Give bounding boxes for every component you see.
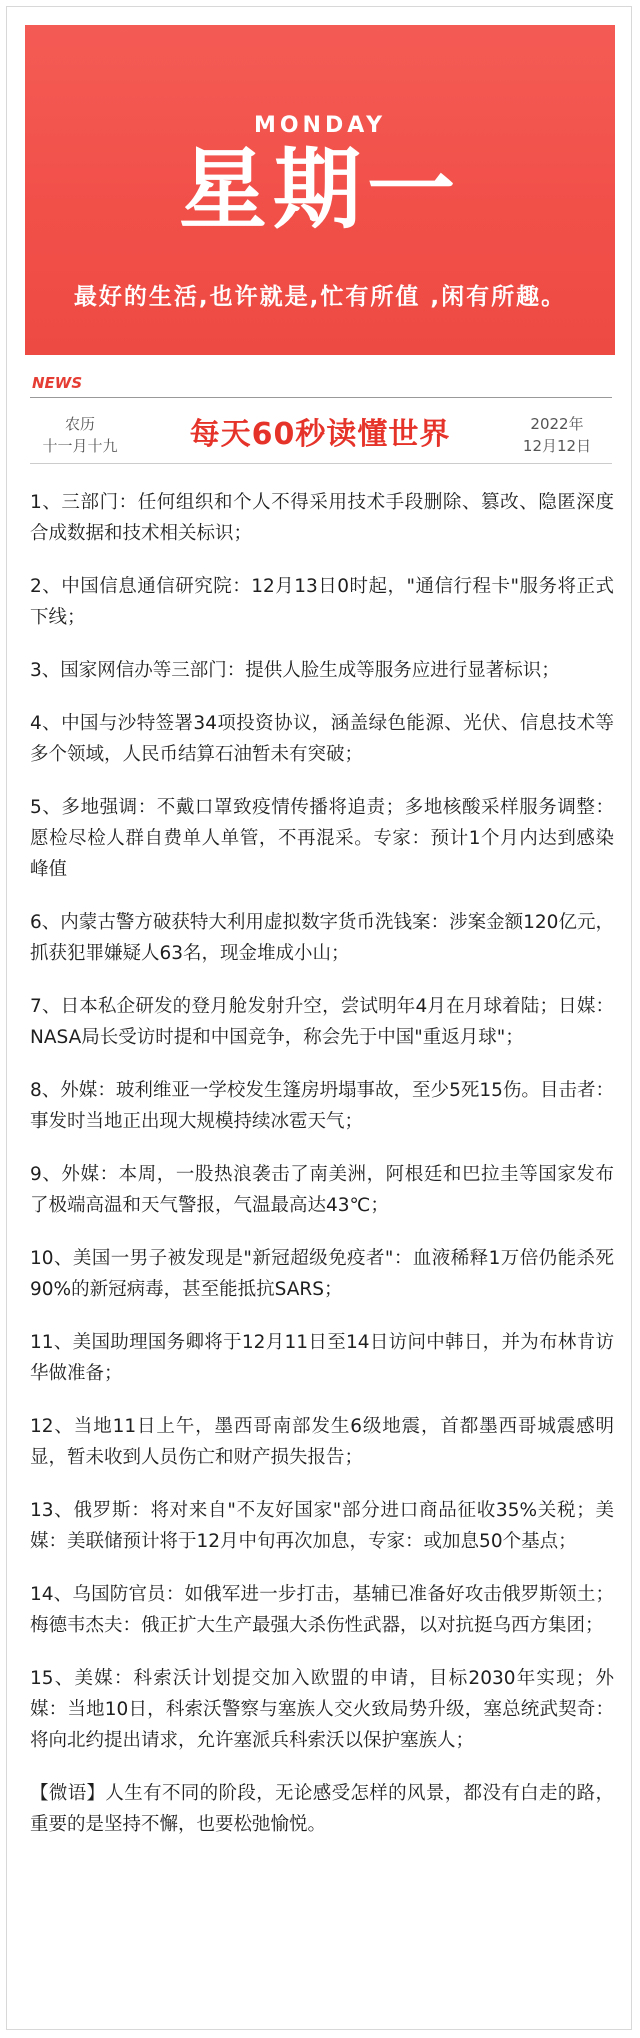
motto-text: 最好的生活,也许就是,忙有所值 ,闲有所趣。	[73, 284, 567, 310]
lunar-day: 十一月十九	[42, 437, 118, 455]
news-item: 5、多地强调：不戴口罩致疫情传播将追责；多地核酸采样服务调整：愿检尽检人群自费单人单管，不再混采。专家：预计1个月内达到感染峰值	[30, 797, 614, 880]
news-item: 2、中国信息通信研究院：12月13日0时起，"通信行程卡"服务将正式下线；	[30, 576, 614, 628]
news-item: 11、美国助理国务卿将于12月11日至14日访问中韩日，并为布林肯访华做准备；	[30, 1332, 614, 1384]
date-year: 2022年	[530, 415, 584, 433]
news-item: 13、俄罗斯：将对来自"不友好国家"部分进口商品征收35%关税；美媒：美联储预计将于12月中旬再次加息，专家：或加息50个基点；	[30, 1500, 614, 1552]
date-bar	[30, 405, 612, 464]
news-item: 3、国家网信办等三部门：提供人脸生成等服务应进行显著标识；	[30, 660, 560, 681]
gregorian-date	[502, 413, 612, 457]
news-item: 7、日本私企研发的登月舱发射升空，尝试明年4月在月球着陆；日媒：NASA局长受访时提和中国竞争，称会先于中国"重返月球"；	[30, 996, 614, 1048]
news-label: NEWS	[32, 374, 83, 392]
news-item: 8、外媒：玻利维亚一学校发生篷房坍塌事故，至少5死15伤。目击者：事发时当地正出现大规模持续冰雹天气；	[30, 1080, 614, 1132]
news-list	[30, 487, 614, 1862]
page-title: 每天60秒读懂世界	[189, 417, 451, 452]
news-header	[30, 371, 612, 398]
news-item: 12、当地11日上午，墨西哥南部发生6级地震，首都墨西哥城震感明显，暂未收到人员伤亡和财产损失报告；	[30, 1416, 614, 1468]
news-item: 10、美国一男子被发现是"新冠超级免疫者"：血液稀释1万倍仍能杀死90%的新冠病毒，甚至能抵抗SARS；	[30, 1248, 614, 1300]
news-item: 14、乌国防官员：如俄军进一步打击，基辅已准备好攻击俄罗斯领土；梅德韦杰夫：俄正扩大生产最强大杀伤性武器，以对抗挺乌西方集团；	[30, 1584, 614, 1636]
news-item: 4、中国与沙特签署34项投资协议，涵盖绿色能源、光伏、信息技术等多个领域，人民币结算石油暂未有突破；	[30, 713, 614, 765]
news-item: 1、三部门：任何组织和个人不得采用技术手段删除、篡改、隐匿深度合成数据和技术相关标识；	[30, 492, 614, 544]
date-month-day: 12月12日	[522, 437, 592, 455]
news-item: 9、外媒：本周，一股热浪袭击了南美洲，阿根廷和巴拉圭等国家发布了极端高温和天气警报，气温最高达43℃；	[30, 1164, 614, 1216]
weekday-english: MONDAY	[253, 113, 387, 138]
weekday-chinese: 星期一	[178, 138, 461, 241]
quote-item: 【微语】人生有不同的阶段，无论感受怎样的风景，都没有白走的路，重要的是坚持不懈，也要松弛愉悦。	[30, 1783, 614, 1835]
hero-banner	[25, 25, 615, 355]
lunar-label: 农历	[64, 415, 95, 433]
lunar-date	[30, 413, 130, 457]
news-item: 6、内蒙古警方破获特大利用虚拟数字货币洗钱案：涉案金额120亿元，抓获犯罪嫌疑人63名，现金堆成小山；	[30, 912, 614, 964]
news-item: 15、美媒：科索沃计划提交加入欧盟的申请，目标2030年实现；外媒：当地10日，科索沃警察与塞族人交火致局势升级，塞总统武契奇：将向北约提出请求，允许塞派兵科索沃以保护塞族人；	[30, 1668, 614, 1751]
